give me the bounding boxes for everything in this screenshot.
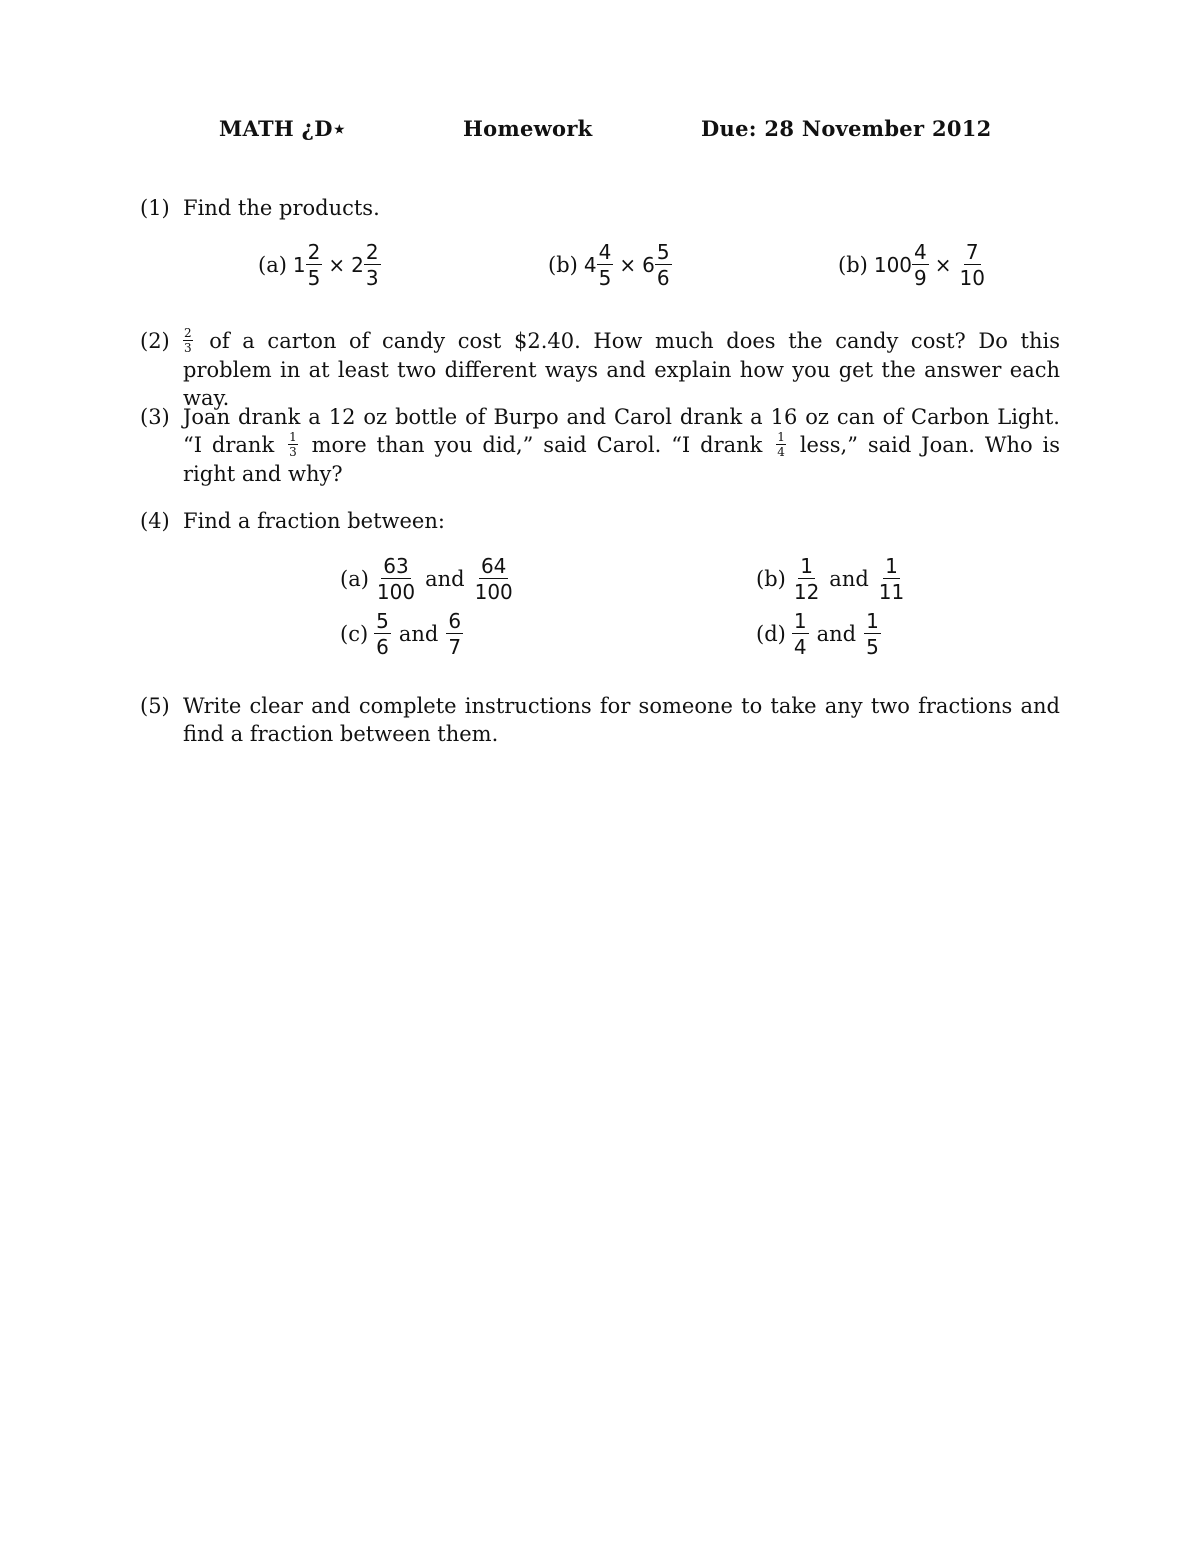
and-word: and (425, 567, 465, 591)
fraction (776, 431, 786, 458)
problem-number: (3) (140, 405, 170, 429)
page-title: Homework (463, 116, 593, 141)
fraction (374, 611, 391, 657)
part-label: (d) (756, 622, 786, 646)
numerator: 5 (656, 240, 670, 264)
numerator: 2 (307, 240, 321, 264)
numerator: 1 (289, 430, 297, 444)
denominator: 10 (959, 266, 985, 290)
expression-4c (340, 611, 463, 657)
denominator: 5 (866, 635, 879, 659)
numerator: 64 (480, 554, 507, 578)
problem-text-part: Joan drank a 12 oz bottle of Burpo and Carol drank a 16 oz can of Carbon Light. “I drank (183, 405, 1060, 457)
numerator: 4 (598, 240, 612, 264)
expression-1a (258, 242, 381, 288)
fraction (183, 327, 193, 354)
denominator: 3 (184, 341, 192, 355)
problem-5 (140, 692, 1060, 752)
fraction (864, 611, 881, 657)
problem-text-part: more than you did,” said Carol. “I drank (311, 433, 763, 457)
numerator: 1 (793, 609, 807, 633)
numerator: 5 (376, 609, 389, 633)
denominator: 11 (878, 580, 905, 604)
whole-number: 6 (642, 253, 655, 277)
denominator: 3 (365, 266, 379, 290)
problem-number: (2) (140, 329, 170, 353)
denominator: 6 (376, 635, 389, 659)
fraction (912, 242, 929, 288)
numerator: 2 (184, 326, 192, 340)
fraction (792, 611, 809, 657)
problem-text: Find the products. (183, 196, 380, 220)
denominator: 5 (598, 266, 612, 290)
fraction (375, 556, 417, 602)
denominator: 9 (914, 266, 927, 290)
numerator: 7 (965, 240, 979, 264)
numerator: 4 (914, 240, 927, 264)
numerator: 1 (777, 430, 785, 444)
problem-2 (140, 326, 1060, 410)
problem-4 (140, 507, 1060, 547)
numerator: 1 (800, 554, 813, 578)
fraction (306, 242, 323, 288)
problem-3 (140, 403, 1060, 493)
fraction (958, 242, 987, 288)
denominator: 4 (793, 635, 807, 659)
denominator: 7 (448, 635, 462, 659)
times-sign: × (934, 253, 952, 277)
numerator: 2 (365, 240, 379, 264)
and-word: and (829, 567, 869, 591)
problem-number: (4) (140, 509, 170, 533)
problem-text-part: less,” said Joan. Who is right and why? (183, 433, 1060, 486)
expression-4d (756, 611, 881, 657)
denominator: 4 (777, 445, 785, 459)
expression-1c (838, 242, 987, 288)
fraction (473, 556, 515, 602)
denominator: 5 (307, 266, 321, 290)
due-date: Due: 28 November 2012 (701, 116, 992, 141)
problem-text: Find a fraction between: (183, 509, 445, 533)
denominator: 100 (376, 580, 416, 604)
fraction (446, 611, 463, 657)
numerator: 6 (448, 609, 462, 633)
problem-text-body: of a carton of candy cost $2.40. How much does the candy cost? Do this problem in at least two different ways and explain how you get the answer each way. (183, 329, 1060, 410)
part-label: (b) (756, 567, 786, 591)
problem-text (183, 403, 1060, 488)
fraction (792, 556, 821, 602)
numerator: 1 (866, 609, 879, 633)
denominator: 3 (289, 445, 297, 459)
problem-number: (5) (140, 694, 170, 718)
times-sign: × (328, 253, 346, 277)
times-sign: × (619, 253, 637, 277)
part-label: (b) (838, 253, 868, 277)
problem-text: Write clear and complete instructions for someone to take any two fractions and find a fraction between them. (183, 694, 1060, 746)
denominator: 100 (474, 580, 513, 604)
problem-text (183, 327, 1060, 412)
expression-1b (548, 242, 672, 288)
expression-4a (340, 556, 515, 602)
fraction (655, 242, 672, 288)
and-word: and (398, 622, 439, 646)
numerator: 63 (383, 554, 409, 578)
whole-number: 4 (583, 253, 597, 277)
course-code: MATH ¿D⋆ (219, 116, 347, 141)
part-label: (a) (258, 253, 287, 277)
denominator: 6 (656, 266, 670, 290)
part-label: (b) (548, 253, 578, 277)
fraction (877, 556, 906, 602)
whole-number: 100 (873, 253, 913, 277)
part-label: (a) (340, 567, 369, 591)
part-label: (c) (340, 622, 369, 646)
denominator: 12 (793, 580, 820, 604)
problem-number: (1) (140, 196, 170, 220)
numerator: 1 (885, 554, 898, 578)
and-word: and (816, 622, 857, 646)
fraction (364, 242, 381, 288)
fraction (597, 242, 614, 288)
whole-number: 1 (292, 253, 306, 277)
whole-number: 2 (351, 253, 364, 277)
fraction (288, 431, 298, 458)
expression-4b (756, 556, 906, 602)
